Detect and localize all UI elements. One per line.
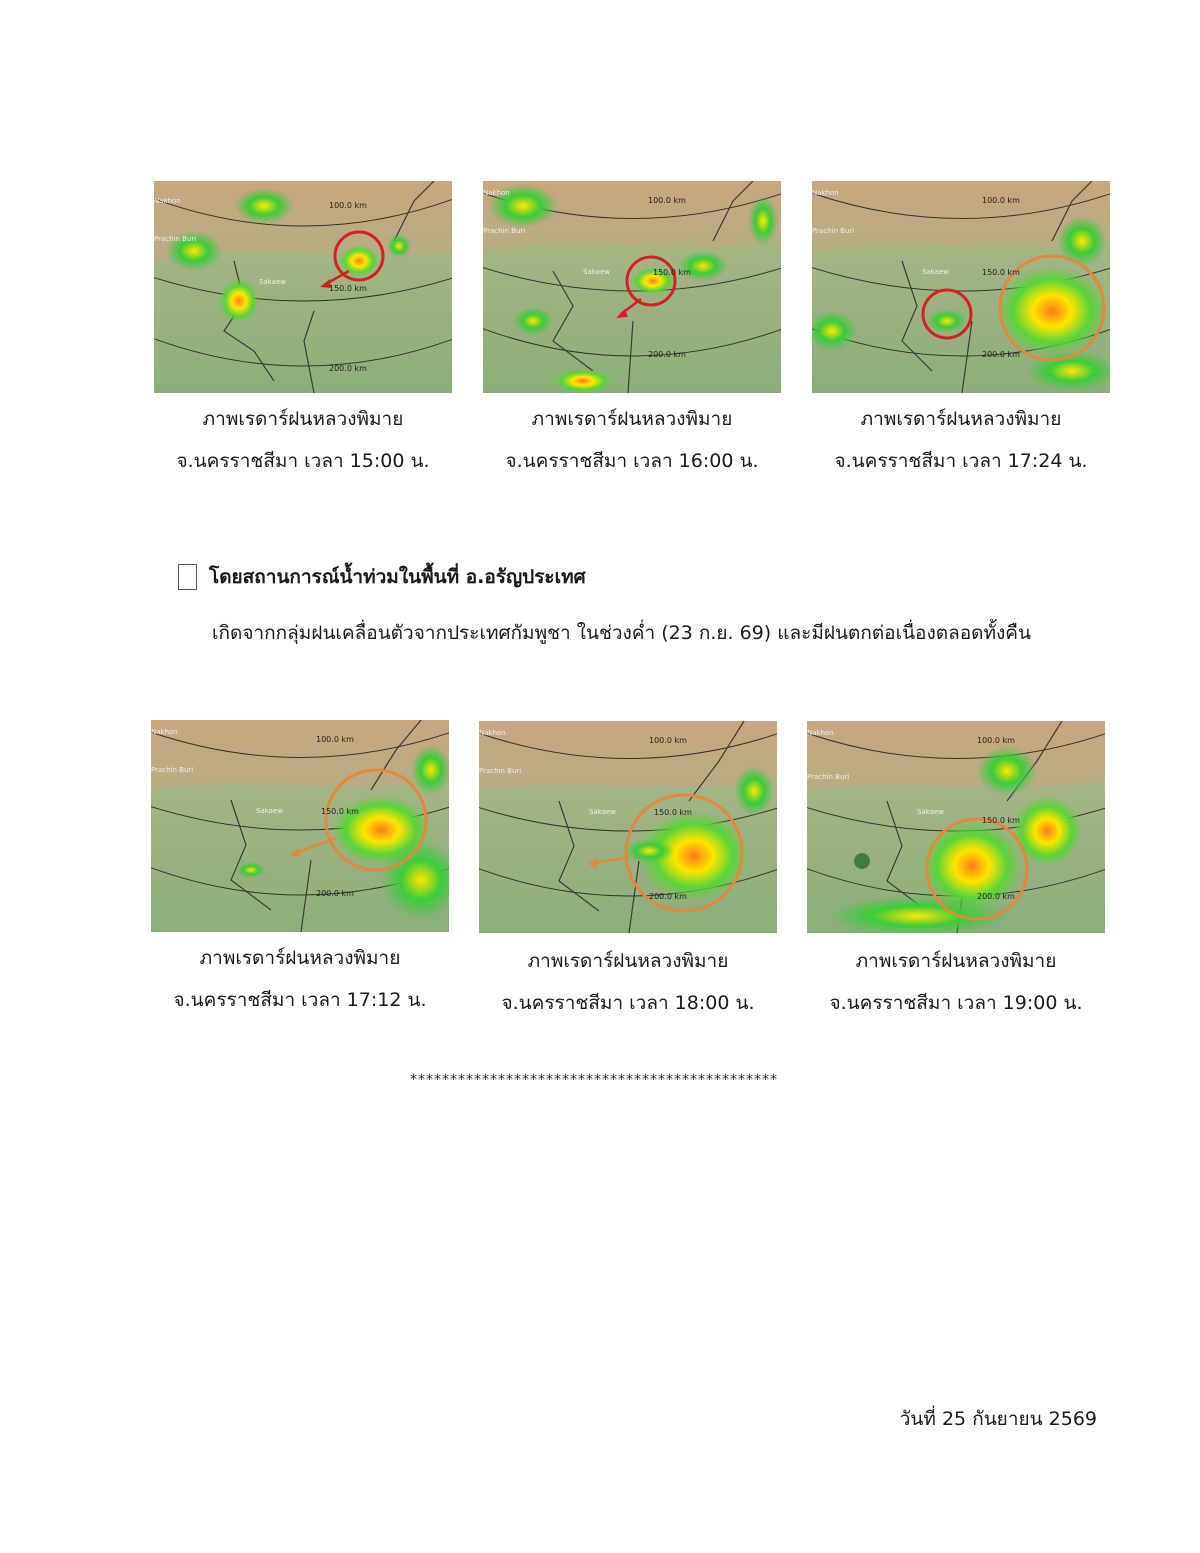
caption-line2: จ.นครราชสีมา เวลา 17:24 น. <box>834 450 1088 472</box>
town-label: Nakhon <box>812 189 839 197</box>
range-label: 100.0 km <box>329 201 367 210</box>
town-label: Nakhon <box>807 729 834 737</box>
range-label: 150.0 km <box>982 816 1020 825</box>
town-label: Sakaew <box>259 278 286 286</box>
section-description: เกิดจากกลุ่มฝนเคลื่อนตัวจากประเทศกัมพูชา ในช่วงค่ำ (23 ก.ย. 69) และมีฝนตกต่อเนื่องตลอดทั้งคืน <box>212 622 1031 644</box>
caption-line1: ภาพเรดาร์ฝนหลวงพิมาย <box>855 950 1057 972</box>
town-label: Nakhon <box>151 728 178 736</box>
caption-line1: ภาพเรดาร์ฝนหลวงพิมาย <box>202 408 404 430</box>
caption-line2: จ.นครราชสีมา เวลา 15:00 น. <box>176 450 430 472</box>
range-label: 150.0 km <box>654 808 692 817</box>
heading-text: โดยสถานการณ์น้ำท่วมในพื้นที่ อ.อรัญประเทศ <box>209 566 586 588</box>
radar-image-1500 <box>154 181 452 393</box>
town-label: Nakhon <box>483 189 510 197</box>
town-label: Sakaew <box>922 268 949 276</box>
range-label: 150.0 km <box>653 268 691 277</box>
radar-image-1600 <box>483 181 781 393</box>
caption-line1: ภาพเรดาร์ฝนหลวงพิมาย <box>527 950 729 972</box>
town-label: Prachin Buri <box>154 235 197 243</box>
document-date: วันที่ 25 กันยายน 2569 <box>899 1408 1097 1430</box>
range-label: 100.0 km <box>649 736 687 745</box>
town-label: Sakaew <box>583 268 610 276</box>
caption-line1: ภาพเรดาร์ฝนหลวงพิมาย <box>531 408 733 430</box>
radar-caption <box>801 398 1121 482</box>
town-label: Sakaew <box>917 808 944 816</box>
range-label: 200.0 km <box>982 350 1020 359</box>
checkbox-icon <box>178 564 197 590</box>
section-heading <box>178 562 586 592</box>
town-label: Sakaew <box>589 808 616 816</box>
range-label: 200.0 km <box>329 364 367 373</box>
caption-line2: จ.นครราชสีมา เวลา 18:00 น. <box>501 992 755 1014</box>
radar-image-1724 <box>812 181 1110 393</box>
range-label: 200.0 km <box>977 892 1015 901</box>
caption-line2: จ.นครราชสีมา เวลา 19:00 น. <box>829 992 1083 1014</box>
caption-line1: ภาพเรดาร์ฝนหลวงพิมาย <box>860 408 1062 430</box>
caption-line1: ภาพเรดาร์ฝนหลวงพิมาย <box>199 947 401 969</box>
radar-caption <box>140 937 460 1021</box>
town-label: Prachin Buri <box>151 766 194 774</box>
town-label: Prachin Buri <box>479 767 522 775</box>
range-label: 200.0 km <box>649 892 687 901</box>
radar-caption <box>468 940 788 1024</box>
range-label: 150.0 km <box>321 807 359 816</box>
town-label: Prachin Buri <box>812 227 855 235</box>
radar-caption <box>472 398 792 482</box>
radar-caption <box>796 940 1116 1024</box>
range-label: 200.0 km <box>648 350 686 359</box>
range-label: 150.0 km <box>329 284 367 293</box>
town-label: Prachin Buri <box>483 227 526 235</box>
town-label: Nakhon <box>154 197 181 205</box>
caption-line2: จ.นครราชสีมา เวลา 16:00 น. <box>505 450 759 472</box>
separator-line: ********************************************** <box>410 1072 778 1088</box>
range-label: 100.0 km <box>982 196 1020 205</box>
town-label: Sakaew <box>256 807 283 815</box>
radar-image-1900 <box>807 721 1105 933</box>
town-label: Prachin Buri <box>807 773 850 781</box>
range-label: 150.0 km <box>982 268 1020 277</box>
radar-image-1800 <box>479 721 777 933</box>
radar-image-1712 <box>151 720 449 932</box>
town-label: Nakhon <box>479 729 506 737</box>
caption-line2: จ.นครราชสีมา เวลา 17:12 น. <box>173 989 427 1011</box>
range-label: 200.0 km <box>316 889 354 898</box>
radar-caption <box>143 398 463 482</box>
range-label: 100.0 km <box>648 196 686 205</box>
range-label: 100.0 km <box>316 735 354 744</box>
range-label: 100.0 km <box>977 736 1015 745</box>
